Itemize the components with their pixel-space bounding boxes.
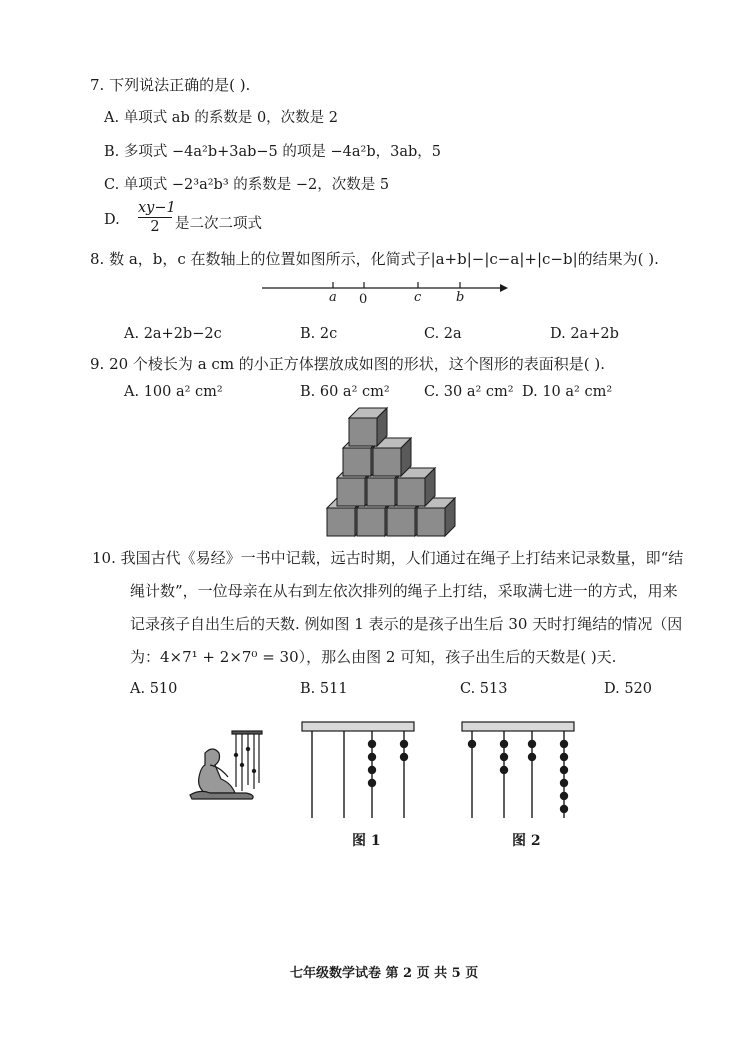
figure-2-label: 图 2 xyxy=(512,833,541,849)
fraction-bar xyxy=(138,217,172,218)
figure-1-knots xyxy=(300,718,430,828)
q8-option-b: B. 2c xyxy=(300,326,338,342)
q10-option-d: D. 520 xyxy=(604,681,653,697)
q8-stem: 8. 数 a，b，c 在数轴上的位置如图所示，化简式子|a+b|−|c−a|+|c−b|的结果为( ). xyxy=(90,250,659,268)
cube-pyramid-figure xyxy=(0,400,746,550)
knot xyxy=(500,753,508,761)
q8-option-a: A. 2a+2b−2c xyxy=(124,326,222,342)
fraction-numerator: xy−1 xyxy=(138,200,176,216)
q7-option-d-text: 是二次二项式 xyxy=(175,216,262,232)
knot xyxy=(560,792,568,800)
axis-label-b: b xyxy=(456,290,465,305)
axis-label-zero: 0 xyxy=(359,292,368,307)
q10-line-2: 绳计数”，一位母亲在从右到左依次排列的绳子上打结，采取满七进一的方式，用来 xyxy=(130,582,678,600)
number-line xyxy=(0,276,746,316)
knot xyxy=(400,740,408,748)
knot xyxy=(560,766,568,774)
rope-bar xyxy=(462,722,574,731)
knot xyxy=(528,740,536,748)
knot xyxy=(560,779,568,787)
knot xyxy=(500,766,508,774)
rope-bar xyxy=(302,722,414,731)
q10-line-1: 10. 我国古代《易经》一书中记载，远古时期，人们通过在绳子上打结来记录数量，即“结 xyxy=(92,549,684,567)
q9-option-b: B. 60 a² cm² xyxy=(300,384,390,400)
q10-line-4: 为：4×7¹ + 2×7⁰ = 30），那么由图 2 可知，孩子出生后的天数是( )天. xyxy=(130,648,617,666)
q9-option-a: A. 100 a² cm² xyxy=(124,384,223,400)
page-footer: 七年级数学试卷 第 2 页 共 5 页 xyxy=(290,966,479,981)
q7-stem: 7. 下列说法正确的是( ). xyxy=(90,76,251,94)
axis-label-c: c xyxy=(414,290,422,305)
knot xyxy=(560,753,568,761)
q10-option-c: C. 513 xyxy=(460,681,508,697)
q10-line-3: 记录孩子自出生后的天数. 例如图 1 表示的是孩子出生后 30 天时打绳结的情况（因 xyxy=(130,615,683,633)
knot xyxy=(500,740,508,748)
knot xyxy=(528,753,536,761)
q10-option-b: B. 511 xyxy=(300,681,348,697)
knot xyxy=(468,740,476,748)
knot xyxy=(368,753,376,761)
knot xyxy=(400,753,408,761)
knot xyxy=(368,766,376,774)
cube xyxy=(349,408,387,446)
q9-option-c: C. 30 a² cm² xyxy=(424,384,514,400)
figure-2-knots xyxy=(460,718,590,828)
axis-label-a: a xyxy=(329,290,337,305)
q8-option-d: D. 2a+2b xyxy=(550,326,619,342)
q7-option-b: B. 多项式 −4a²b+3ab−5 的项是 −4a²b，3ab，5 xyxy=(104,144,441,160)
knot xyxy=(560,805,568,813)
q7-fraction xyxy=(138,200,176,235)
figure-1-label: 图 1 xyxy=(352,833,381,849)
q7-option-c: C. 单项式 −2³a²b³ 的系数是 −2，次数是 5 xyxy=(104,177,390,193)
knot xyxy=(368,740,376,748)
q7-option-d-label: D. xyxy=(104,212,120,228)
knot xyxy=(560,740,568,748)
q9-option-d: D. 10 a² cm² xyxy=(522,384,613,400)
q8-option-c: C. 2a xyxy=(424,326,462,342)
q7-option-a: A. 单项式 ab 的系数是 0，次数是 2 xyxy=(104,110,339,126)
fraction-denominator: 2 xyxy=(150,219,160,235)
q10-option-a: A. 510 xyxy=(130,681,178,697)
q9-stem: 9. 20 个棱长为 a cm 的小正方体摆放成如图的形状，这个图形的表面积是( ). xyxy=(90,355,606,373)
knot xyxy=(368,779,376,787)
